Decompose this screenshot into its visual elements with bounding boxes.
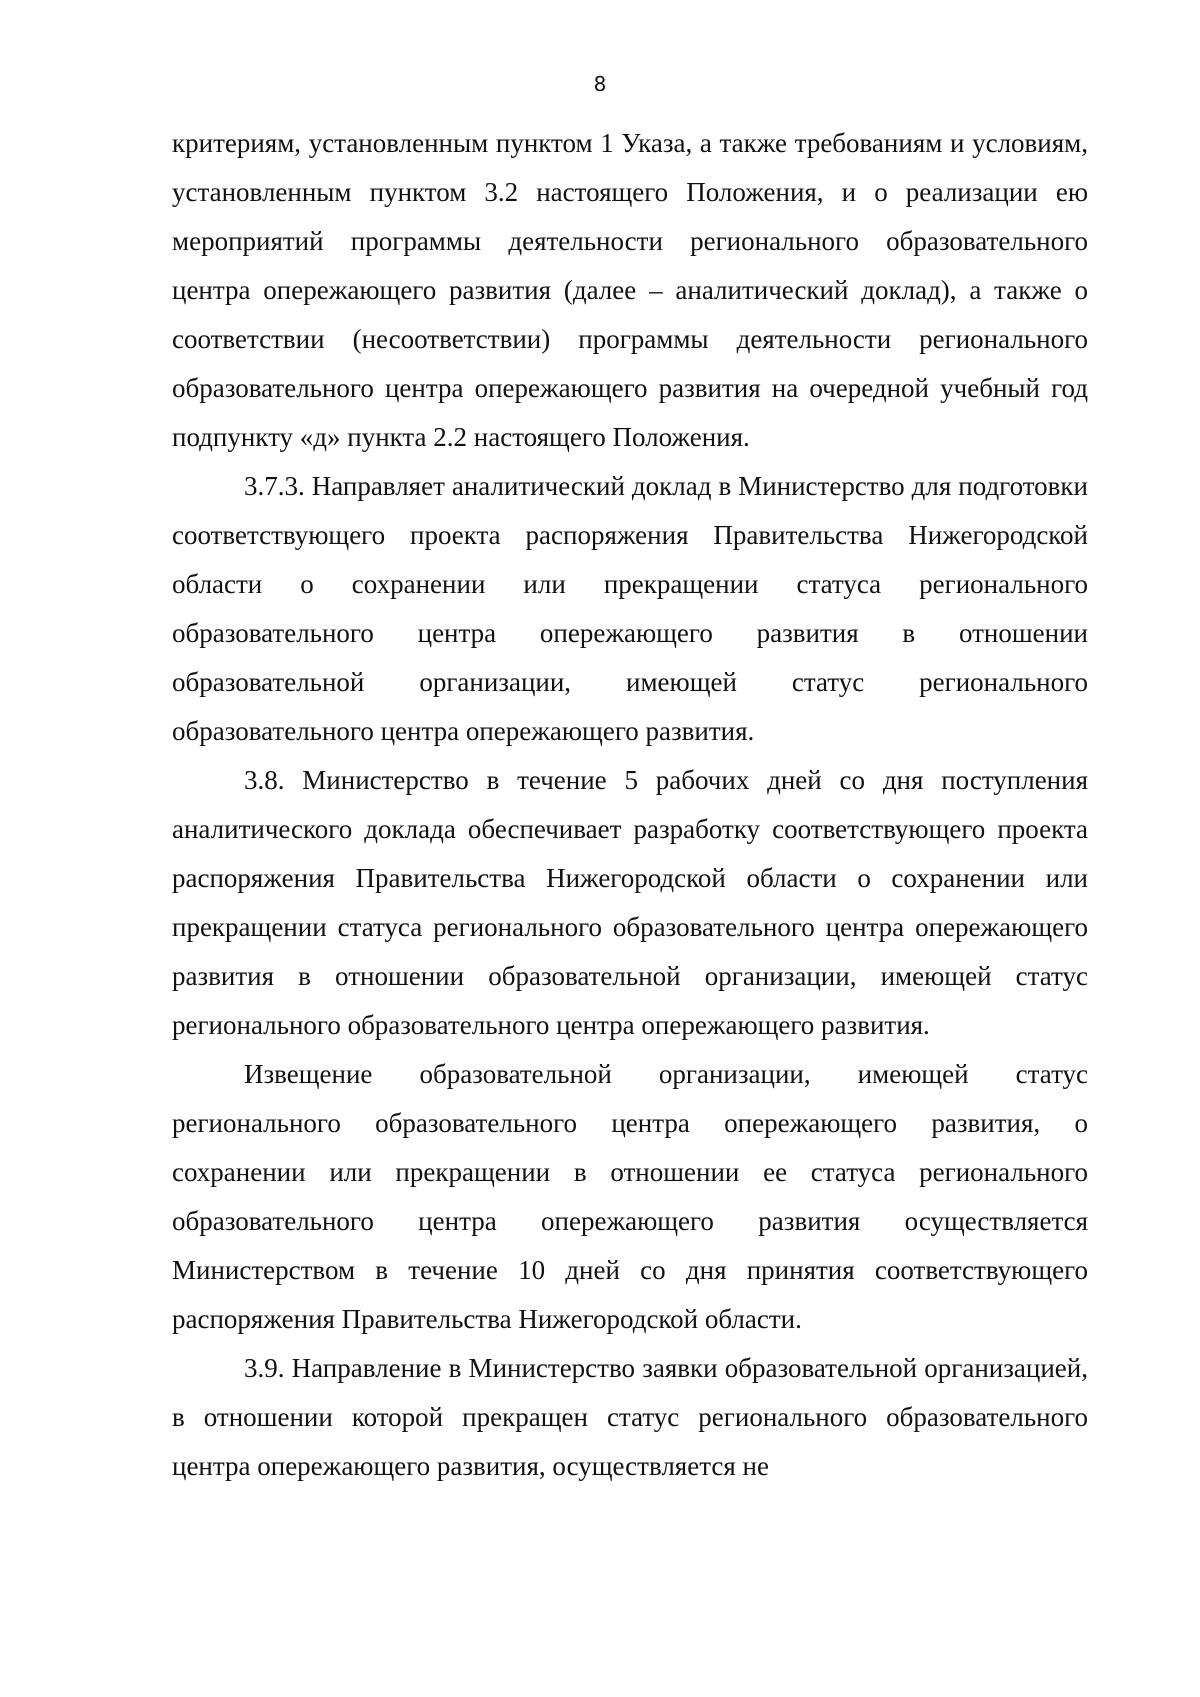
document-body bbox=[172, 119, 1088, 1491]
paragraph-3-7-3: 3.7.3. Направляет аналитический доклад в Министерство для подготовки соответствующего проекта распоряжения Правительства Нижегородской области о сохранении или прекращении статуса регионального образовательного центра опережающего развития в отношении образовательной организации, имеющей статус регионального образовательного центра опережающего развития. bbox=[172, 471, 1088, 746]
page-number: 8 bbox=[593, 72, 607, 96]
paragraph-notification: Извещение образовательной организации, имеющей статус регионального образовательного центра опережающего развития, о сохранении или прекращении в отношении ее статуса регионального образовательного центра опережающего развития осуществляется Министерством в течение 10 дней со дня принятия соответствующего распоряжения Правительства Нижегородской области. bbox=[172, 1059, 1088, 1334]
paragraph-3-8: 3.8. Министерство в течение 5 рабочих дней со дня поступления аналитического доклада обеспечивает разработку соответствующего проекта распоряжения Правительства Нижегородской области о сохранении или прекращении статуса регионального образовательного центра опережающего развития в отношении образовательной организации, имеющей статус регионального образовательного центра опережающего развития. bbox=[172, 765, 1088, 1040]
paragraph-3-9: 3.9. Направление в Министерство заявки образовательной организацией, в отношении которой прекращен статус регионального образовательного центра опережающего развития, осуществляется не bbox=[172, 1353, 1088, 1481]
paragraph-continuation: критериям, установленным пунктом 1 Указа, а также требованиям и условиям, установленным пунктом 3.2 настоящего Положения, и о реализации ею мероприятий программы деятельности регионального образовательного центра опережающего развития (далее – аналитический доклад), а также о соответствии (несоответствии) программы деятельности регионального образовательного центра опережающего развития на очередной учебный год подпункту «д» пункта 2.2 настоящего Положения. bbox=[172, 128, 1088, 452]
